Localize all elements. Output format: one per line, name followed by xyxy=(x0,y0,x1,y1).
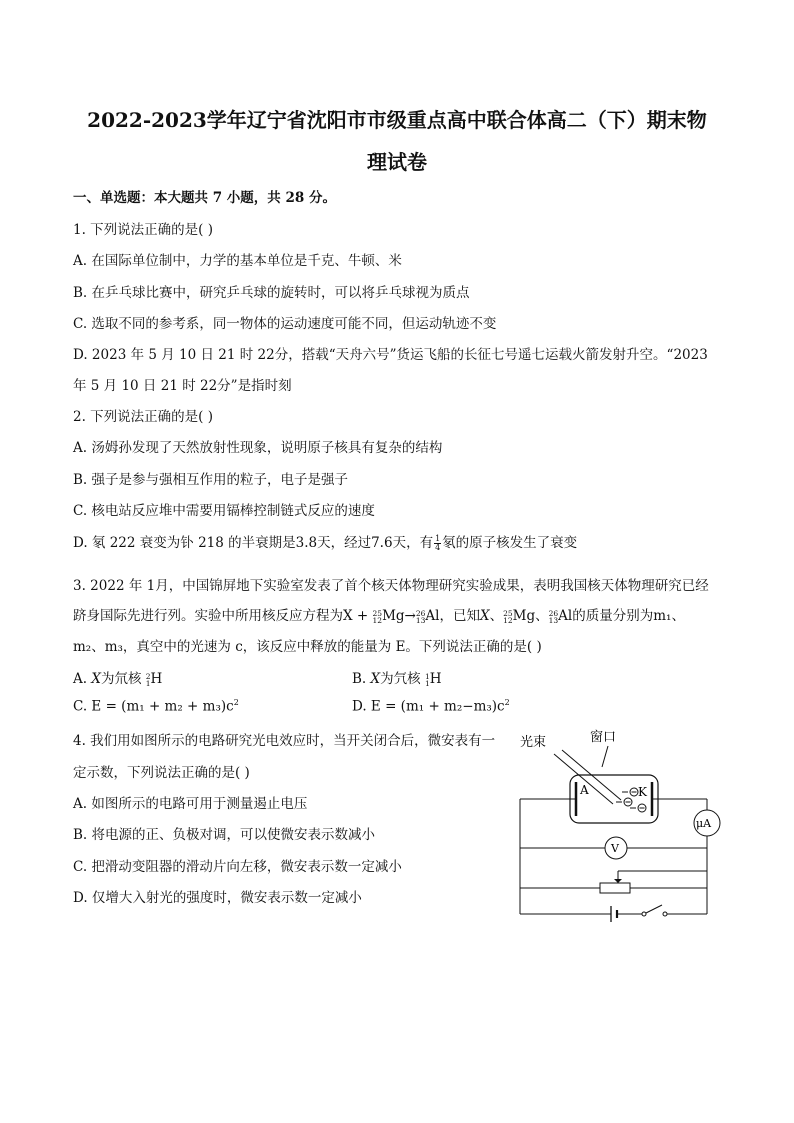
q3-x-symbol: X xyxy=(479,608,490,624)
q3-a-label: A. xyxy=(73,671,92,687)
q3-mass-text: 的质量分别为m₁、 xyxy=(572,608,685,624)
al-symbol-2: Al xyxy=(558,608,573,624)
q3-option-d xyxy=(352,698,510,715)
deuterium-mass-number: 2 xyxy=(145,671,151,681)
fraction-numerator: 1 xyxy=(435,534,441,543)
section-heading: 一、单选题：本大题共 7 小题，共 28 分。 xyxy=(73,190,336,206)
protium-atomic-number: 1 xyxy=(424,678,430,688)
q3-d-text: D. E = (m₁ + m₂−m₃)c xyxy=(352,698,505,715)
window-label: 窗口 xyxy=(590,730,617,745)
anode-label: A xyxy=(580,783,589,797)
protium-mass-number: 1 xyxy=(424,671,430,681)
q2-stem: 2. 下列说法正确的是( ) xyxy=(73,409,213,425)
q4-line1: 4. 我们用如图所示的电路研究光电效应时，当开关闭合后，微安表有一 xyxy=(73,733,496,749)
q2-option-a: A. 汤姆孙发现了天然放射性现象，说明原子核具有复杂的结构 xyxy=(73,440,443,456)
mg-mass-number-2: 25 xyxy=(503,608,513,618)
q3-d-exponent: 2 xyxy=(504,698,510,707)
q2-option-d xyxy=(73,531,577,552)
voltmeter-label: V xyxy=(611,842,619,855)
switch-blade xyxy=(646,905,662,913)
q3-separator: 、 xyxy=(489,608,504,624)
q1-stem: 1. 下列说法正确的是( ) xyxy=(73,222,213,238)
deuterium-symbol: H xyxy=(150,671,163,687)
cathode-label: K xyxy=(638,785,647,799)
q3-option-b xyxy=(352,667,442,687)
al-atomic-number: 13 xyxy=(415,615,426,625)
q3-line3: m₂、m₃，真空中的光速为 c，该反应中释放的能量为 E。下列说法正确的是( ) xyxy=(73,639,542,655)
q4-option-d: D. 仅增大入射光的强度时，微安表示数一定减小 xyxy=(73,890,362,906)
q4-option-a: A. 如图所示的电路可用于测量遏止电压 xyxy=(73,796,308,812)
q2-option-b: B. 强子是参与强相互作用的粒子，电子是强子 xyxy=(73,472,349,488)
q4-line2: 定示数，下列说法正确的是( ) xyxy=(73,765,250,781)
q3-b-text: 为氕核 xyxy=(380,671,425,687)
mg-mass-number: 25 xyxy=(372,608,383,618)
deuterium-atomic-number: 1 xyxy=(145,678,151,688)
mg-symbol: Mg xyxy=(382,608,405,624)
microammeter-label: μA xyxy=(696,817,712,830)
q3-known-text: ，已知 xyxy=(439,608,480,624)
q3-equation-prefix: 跻身国际先进行列。实验中所用核反应方程为X + xyxy=(73,608,373,624)
q2-option-c: C. 核电站反应堆中需要用镉棒控制链式反应的速度 xyxy=(73,503,375,519)
protium-symbol: H xyxy=(429,671,442,687)
al-atomic-number-2: 13 xyxy=(548,615,559,625)
q3-option-c xyxy=(73,698,239,715)
q3-option-a xyxy=(73,667,162,687)
reaction-arrow: → xyxy=(404,608,416,624)
switch-pivot xyxy=(642,912,646,916)
rheostat xyxy=(600,883,630,893)
q3-c-text: C. E = (m₁ + m₂ + m₃)c xyxy=(73,698,234,715)
q3-line1: 3. 2022 年 1月，中国锦屏地下实验室发表了首个核天体物理研究实验成果，表明我国核天体物理研究已经 xyxy=(73,578,709,594)
q3-b-x: X xyxy=(370,671,381,687)
al-nuclide-numbers xyxy=(416,610,426,624)
q3-separator-2: 、 xyxy=(535,608,549,624)
q3-a-text: 为氘核 xyxy=(100,671,146,687)
mg-atomic-number-2: 12 xyxy=(503,615,513,625)
q4-option-c: C. 把滑动变阻器的滑动片向左移，微安表示数一定减小 xyxy=(73,859,402,875)
fraction-one-quarter xyxy=(434,535,441,552)
paper-title-line2: 理试卷 xyxy=(367,150,427,174)
al-mass-number-2: 26 xyxy=(548,608,559,618)
q4-option-b: B. 将电源的正、负极对调，可以使微安表示数减小 xyxy=(73,827,376,843)
q3-c-exponent: 2 xyxy=(233,698,239,707)
paper-title-line1: 2022-2023学年辽宁省沈阳市市级重点高中联合体高二（下）期末物 xyxy=(87,108,707,132)
mg-symbol-2: Mg xyxy=(512,608,536,624)
al-symbol: Al xyxy=(425,608,440,624)
q2-d-suffix: 氡的原子核发生了衰变 xyxy=(442,535,578,551)
q3-b-label: B. xyxy=(352,671,371,687)
q3-a-x: X xyxy=(91,671,101,687)
beam-label: 光束 xyxy=(520,735,547,750)
q1-option-d-line1: D. 2023 年 5 月 10 日 21 时 22分，搭载“天舟六号”货运飞船的长征七号遥七运载火箭发射升空。“2023 xyxy=(73,347,708,363)
photoelectric-circuit-figure xyxy=(510,722,730,927)
q3-line2 xyxy=(73,604,685,624)
switch-contact xyxy=(663,912,667,916)
q2-d-prefix: D. 氡 222 衰变为钋 218 的半衰期是3.8天，经过7.6天，有 xyxy=(73,535,434,551)
mg-nuclide-numbers xyxy=(373,610,383,624)
window-pointer xyxy=(602,746,608,767)
mg-nuclide-numbers-2 xyxy=(503,610,513,624)
q1-option-d-line2: 年 5 月 10 日 21 时 22分”是指时刻 xyxy=(73,378,292,394)
mg-atomic-number: 12 xyxy=(372,615,383,625)
rheostat-slider xyxy=(614,879,622,883)
q1-option-c: C. 选取不同的参考系，同一物体的运动速度可能不同，但运动轨迹不变 xyxy=(73,316,497,332)
al-mass-number: 26 xyxy=(415,608,426,618)
al-nuclide-numbers-2 xyxy=(549,610,559,624)
q1-option-a: A. 在国际单位制中，力学的基本单位是千克、牛顿、米 xyxy=(73,253,402,269)
fraction-denominator: 4 xyxy=(435,543,441,552)
q1-option-b: B. 在乒乓球比赛中，研究乒乓球的旋转时，可以将乒乓球视为质点 xyxy=(73,285,470,301)
